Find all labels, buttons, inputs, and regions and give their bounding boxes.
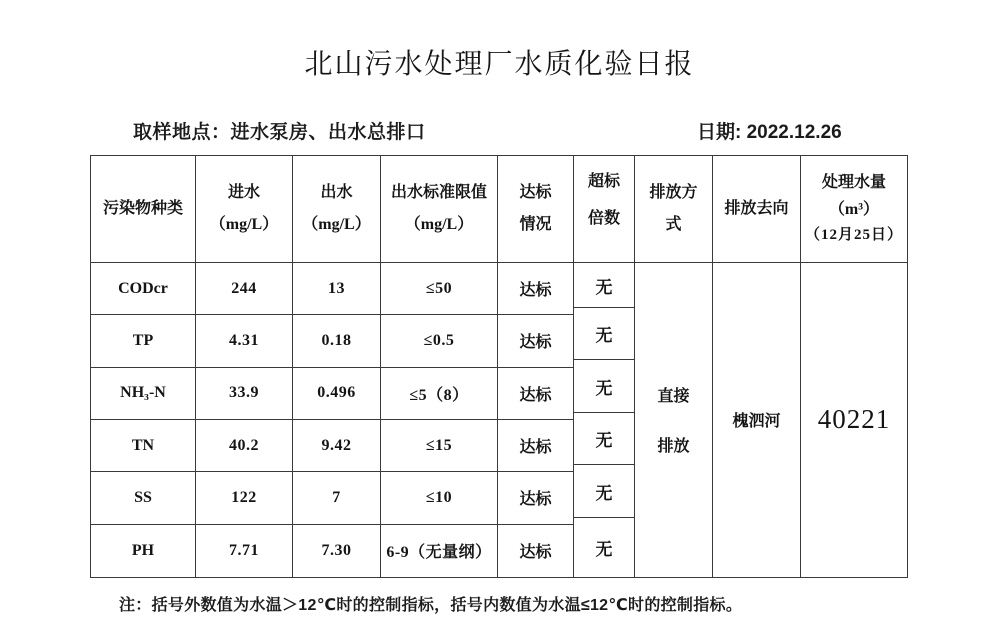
header-effluent: 出水 （mg/L） xyxy=(293,156,381,263)
limit-value: ≤10 xyxy=(381,472,498,524)
header-status: 达标 情况 xyxy=(498,156,574,263)
header-discharge-destination: 排放去向 xyxy=(713,156,801,263)
discharge-destination-cell: 槐泗河 xyxy=(713,263,801,577)
influent-value: 7.71 xyxy=(196,525,293,577)
header-discharge-method: 排放方 式 xyxy=(635,156,713,263)
pollutant-name: SS xyxy=(91,472,196,524)
status-value: 达标 xyxy=(498,368,574,420)
status-value: 达标 xyxy=(498,472,574,524)
limit-value: ≤50 xyxy=(381,263,498,315)
discharge-method-cell: 直接 排放 xyxy=(635,263,713,577)
pollutant-name: NH₃-N xyxy=(91,368,196,420)
status-value: 达标 xyxy=(498,315,574,367)
effluent-value: 9.42 xyxy=(293,420,381,472)
influent-value: 244 xyxy=(196,263,293,315)
exceed-value: 无 xyxy=(574,465,634,518)
effluent-value: 7 xyxy=(293,472,381,524)
limit-value: ≤0.5 xyxy=(381,315,498,367)
status-value: 达标 xyxy=(498,263,574,315)
exceed-value: 无 xyxy=(574,263,634,308)
limit-value: ≤5（8） xyxy=(381,368,498,420)
influent-value: 40.2 xyxy=(196,420,293,472)
influent-value: 122 xyxy=(196,472,293,524)
header-limit: 出水标准限值 （mg/L） xyxy=(381,156,498,263)
exceed-value: 无 xyxy=(595,540,613,559)
header-pollutant: 污染物种类 xyxy=(91,156,196,263)
header-influent: 进水 （mg/L） xyxy=(196,156,293,263)
pollutant-name: TN xyxy=(91,420,196,472)
page-title: 北山污水处理厂水质化验日报 xyxy=(304,49,695,80)
footnote: 注：括号外数值为水温＞12℃时的控制指标，括号内数值为水温≤12℃时的控制指标。 xyxy=(119,597,743,614)
limit-value: 6-9（无量纲） xyxy=(381,525,498,577)
treated-volume-cell: 40221 xyxy=(817,404,891,435)
exceed-value: 无 xyxy=(574,360,634,413)
exceed-value: 无 xyxy=(574,308,634,360)
limit-value: ≤15 xyxy=(381,420,498,472)
report-date: 日期: 2022.12.26 xyxy=(697,122,842,143)
water-quality-table xyxy=(90,155,908,578)
status-value: 达标 xyxy=(498,525,574,577)
pollutant-name: PH xyxy=(91,525,196,577)
effluent-value: 0.496 xyxy=(293,368,381,420)
influent-value: 33.9 xyxy=(196,368,293,420)
effluent-value: 13 xyxy=(293,263,381,315)
pollutant-name: TP xyxy=(91,315,196,367)
exceed-value: 无 xyxy=(574,413,634,465)
influent-value: 4.31 xyxy=(196,315,293,367)
header-treated-volume: 处理水量 （m³） （12月25日） xyxy=(801,156,907,263)
header-exceed: 超标 倍数 xyxy=(574,156,635,263)
status-value: 达标 xyxy=(498,420,574,472)
effluent-value: 0.18 xyxy=(293,315,381,367)
effluent-value: 7.30 xyxy=(293,525,381,577)
sampling-point-label: 取样地点：进水泵房、出水总排口 xyxy=(133,122,426,143)
exceed-column xyxy=(574,263,635,577)
pollutant-name: CODcr xyxy=(91,263,196,315)
